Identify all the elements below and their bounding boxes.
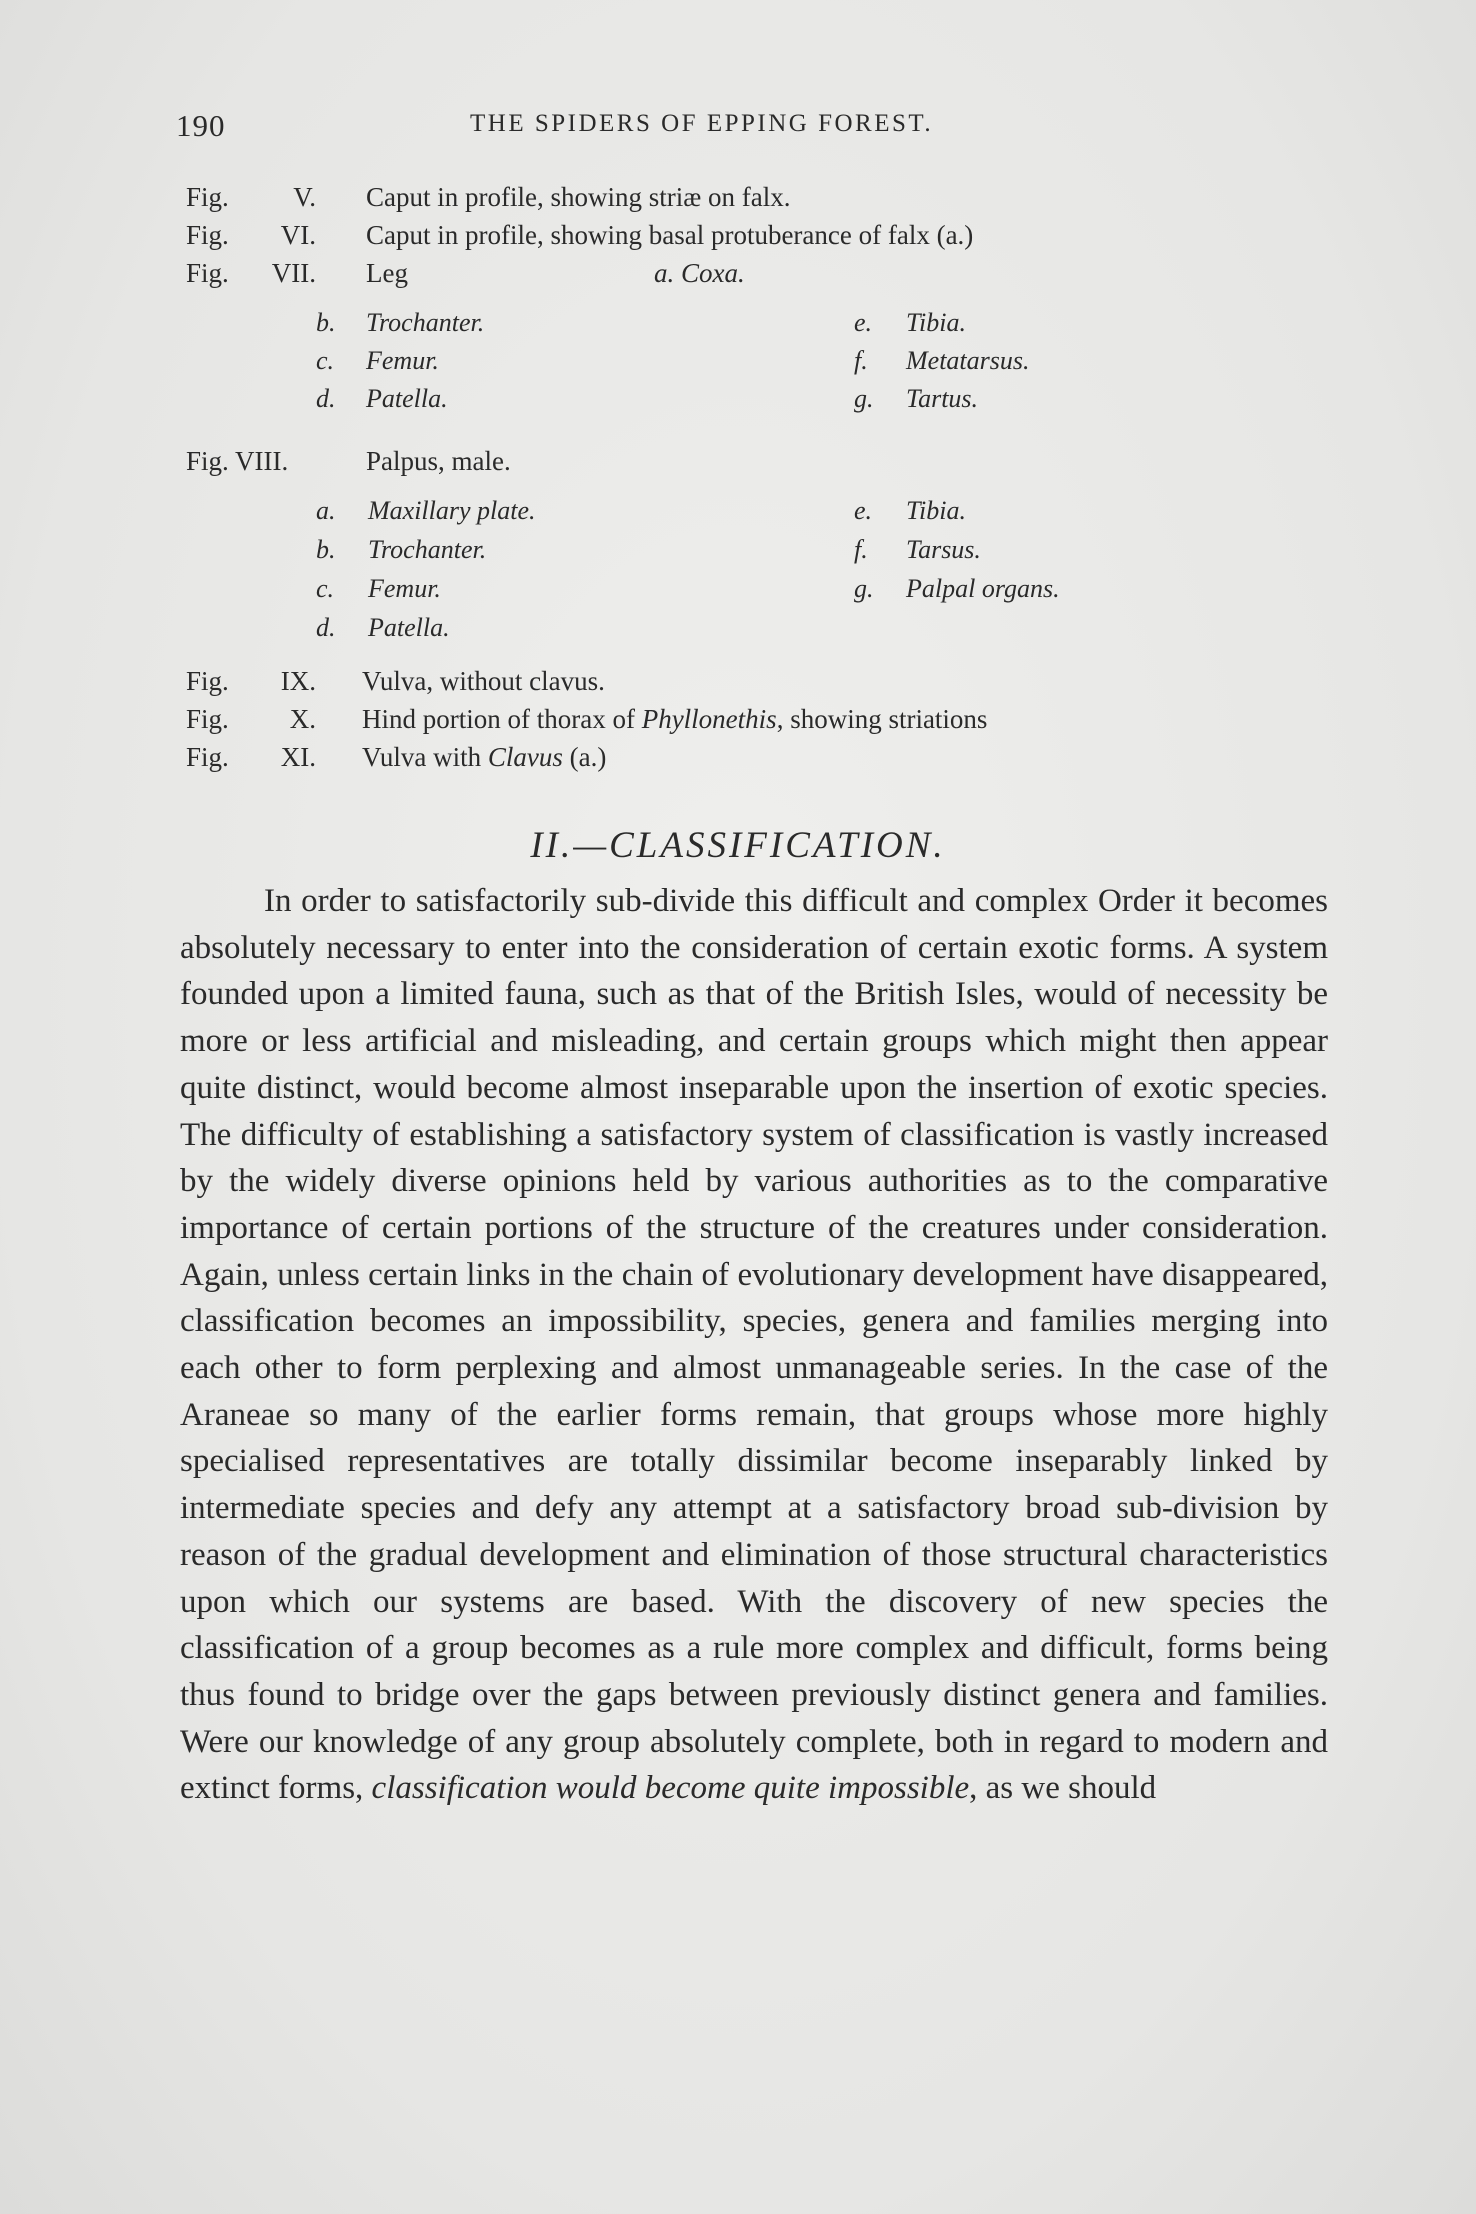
- fig-number: XI.: [280, 742, 316, 772]
- palp-part-f: [854, 533, 981, 567]
- part-name: Maxillary plate.: [368, 496, 536, 525]
- paragraph-end: , as we should: [969, 1770, 1157, 1807]
- desc-genus: Phyllonethis: [641, 704, 777, 734]
- fig-label: Fig.: [186, 742, 229, 772]
- page-header: [0, 108, 1476, 148]
- desc-term: Clavus: [487, 742, 563, 772]
- part-letter: g.: [854, 574, 874, 603]
- part-name: Metatarsus.: [906, 346, 1030, 375]
- fig-description: Caput in profile, showing basal protuberance of falx (a.): [366, 220, 974, 250]
- leg-part-d: [316, 382, 448, 416]
- part-name: Patella.: [366, 384, 448, 413]
- desc-text: (a.): [562, 742, 607, 772]
- fig-number: V.: [293, 182, 316, 212]
- fig-part-coxa: a. Coxa.: [654, 258, 745, 288]
- paragraph: [180, 878, 1328, 1812]
- fig-label: Fig.: [186, 666, 229, 696]
- palp-part-g: [854, 572, 1060, 606]
- fig-label: Fig. VIII.: [186, 446, 289, 476]
- fig-description: [362, 702, 987, 736]
- fig-description: Vulva, without clavus.: [362, 666, 605, 696]
- part-letter: c.: [316, 346, 335, 375]
- fig-number: VI.: [280, 220, 316, 250]
- part-name: Femur.: [368, 574, 441, 603]
- leg-part-f: [854, 344, 1030, 378]
- page-number: 190: [176, 108, 226, 143]
- part-letter: g.: [854, 384, 874, 413]
- part-letter: d.: [316, 613, 336, 642]
- fig-label: Fig.: [186, 258, 229, 288]
- palp-part-e: [854, 494, 966, 528]
- part-letter: e.: [854, 308, 873, 337]
- part-name: Palpal organs.: [906, 574, 1060, 603]
- fig-label: Fig.: [186, 182, 229, 212]
- leg-part-b: [316, 306, 485, 340]
- fig-description: Caput in profile, showing striæ on falx.: [366, 182, 791, 212]
- fig-description: [362, 740, 606, 774]
- palp-part-b: [316, 533, 487, 567]
- part-name: Tartus.: [906, 384, 979, 413]
- leg-part-e: [854, 306, 966, 340]
- fig-description: Palpus, male.: [366, 446, 511, 476]
- part-name: Tarsus.: [906, 535, 981, 564]
- part-name: Tibia.: [906, 496, 966, 525]
- paragraph-emphasis: classification would become quite impossible: [371, 1770, 970, 1807]
- part-name: Trochanter.: [366, 308, 485, 337]
- desc-text: Hind portion of thorax of: [362, 704, 642, 734]
- desc-text: , showing striations: [776, 704, 988, 734]
- paragraph-text: In order to satisfactorily sub-divide this difficult and complex Order it becomes absolutely necessary to enter into the consideration of certain exotic forms. A system founded upon a limited fauna, such as that of the British Isles, would of necessity be more or less artificial and misleading, and certain groups which might then appear quite distinct, would become almost inseparable upon the insertion of exotic species. The difficulty of establishing a satisfactory system of classification is vastly increased by the widely diverse opinions held by various authorities as to the comparative importance of certain portions of the structure of the creatures under consideration. Again, unless certain links in the chain of evolutionary development have disappeared, classification becomes an impossibility, species, genera and families merging into each other to form perplexing and almost unmanageable series. In the case of the Araneae so many of the earlier forms remain, that groups whose more highly specialised representatives are totally dissimilar become inseparably linked by intermediate species and defy any attempt at a satisfactory broad sub-division by reason of the gradual development and elimination of those structural characteristics upon which our systems are based. With the discovery of new species the classification of a group becomes as a rule more complex and difficult, forms being thus found to bridge over the gaps between previously distinct genera and families. Were our knowledge of any group absolutely complete, both in regard to modern and extinct forms,: [180, 883, 1328, 1807]
- part-letter: a.: [316, 496, 336, 525]
- part-letter: b.: [316, 535, 336, 564]
- palp-part-d: [316, 611, 450, 645]
- palp-part-c: [316, 572, 441, 606]
- palp-part-a: [316, 494, 536, 528]
- part-name: Patella.: [368, 613, 450, 642]
- body-text: [180, 878, 1328, 1812]
- part-letter: b.: [316, 308, 336, 337]
- fig-number: X.: [289, 704, 316, 734]
- part-letter: f.: [854, 346, 868, 375]
- part-letter: c.: [316, 574, 335, 603]
- leg-part-g: [854, 382, 979, 416]
- leg-part-c: [316, 344, 439, 378]
- part-name: Trochanter.: [368, 535, 487, 564]
- fig-description: Leg: [366, 258, 408, 288]
- section-title: II.—CLASSIFICATION.: [530, 825, 946, 866]
- fig-label: Fig.: [186, 220, 229, 250]
- running-head: THE SPIDERS OF EPPING FOREST.: [470, 110, 934, 137]
- fig-number: VII.: [271, 258, 316, 288]
- fig-number: IX.: [280, 666, 316, 696]
- part-name: Tibia.: [906, 308, 966, 337]
- part-letter: d.: [316, 384, 336, 413]
- desc-text: Vulva with: [362, 742, 488, 772]
- fig-label: Fig.: [186, 704, 229, 734]
- part-letter: e.: [854, 496, 873, 525]
- part-letter: f.: [854, 535, 868, 564]
- part-name: Femur.: [366, 346, 439, 375]
